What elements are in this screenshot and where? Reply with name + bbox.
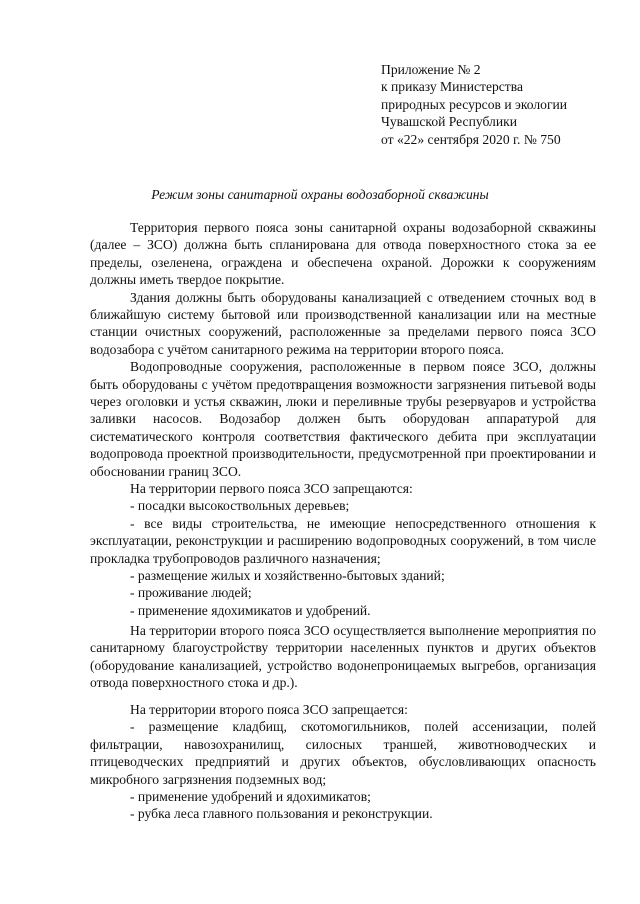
paragraph: На территории второго пояса ЗСО осуществляется выполнение мероприятия по санитарному благоустройству территории населенных пунктов и других объектов (оборудование канализацией, устройство водонепроницаемых выгребов, организация отвода поверхностного стока и др.). [90, 623, 596, 691]
paragraph: Водопроводные сооружения, расположенные в первом поясе ЗСО, должны быть оборудованы с учётом предотвращения возможности загрязнения питьевой воды через оголовки и устья скважин, люки и переливные трубы резервуаров и устройства заливки насосов. Водозабор должен быть оборудован аппаратурой для систематического контроля соответствия фактического дебита при эксплуатации водопровода проектной производительности, предусмотренной при проектировании и обосновании границ ЗСО. [90, 359, 596, 479]
section-heading: На территории второго пояса ЗСО запрещается: [130, 702, 408, 717]
paragraph: Здания должны быть оборудованы канализацией с отведением сточных вод в ближайшую систему бытовой или производственной канализации или на местные станции очистных сооружений, расположенные за пределами первого пояса ЗСО водозабора с учётом санитарного режима на территории второго пояса. [90, 289, 596, 357]
list-item: - проживание людей; [130, 585, 252, 601]
section-heading: На территории первого пояса ЗСО запрещаются: [130, 481, 413, 496]
list-item: - размещение кладбищ, скотомогильников, полей ассенизации, полей фильтрации, навозохранилищ, силосных траншей, животноводческих и птицеводческих предприятий и других объектов, обусловливающих опасность микробного загрязнения подземных вод; [90, 719, 596, 787]
appendix-line: природных ресурсов и экологии [381, 96, 568, 112]
appendix-line: от «22» сентября 2020 г. № 750 [381, 131, 561, 147]
list-item: - размещение жилых и хозяйственно-бытовых зданий; [130, 568, 445, 584]
list-item: - посадки высокоствольных деревьев; [130, 498, 350, 514]
list-item: - применение ядохимикатов и удобрений. [130, 602, 371, 618]
second-belt-measures-section [90, 622, 596, 692]
appendix-header [381, 61, 621, 148]
document-title: Режим зоны санитарной охраны водозаборной скважины [151, 187, 489, 202]
first-belt-section [90, 480, 596, 619]
paragraphs-section [90, 219, 596, 480]
list-item: - все виды строительства, не имеющие непосредственного отношения к эксплуатации, реконструкции и расширению водопроводных сооружений, в том числе прокладка трубопроводов различного назначения; [90, 515, 596, 566]
list-item: - применение удобрений и ядохимикатов; [130, 789, 371, 805]
paragraph: Территория первого пояса зоны санитарной охраны водозаборной скважины (далее – ЗСО) должна быть спланирована для отвода поверхностного стока за ее пределы, озеленена, ограждена и обеспечена охраной. Дорожки к сооружениям должны иметь твердое покрытие. [90, 220, 596, 288]
second-belt-section [90, 701, 596, 823]
appendix-line: Чувашской Республики [381, 114, 517, 130]
list-item: - рубка леса главного пользования и реконструкции. [130, 806, 433, 822]
appendix-line: Приложение № 2 [381, 62, 481, 77]
appendix-line: к приказу Министерства [381, 79, 524, 95]
